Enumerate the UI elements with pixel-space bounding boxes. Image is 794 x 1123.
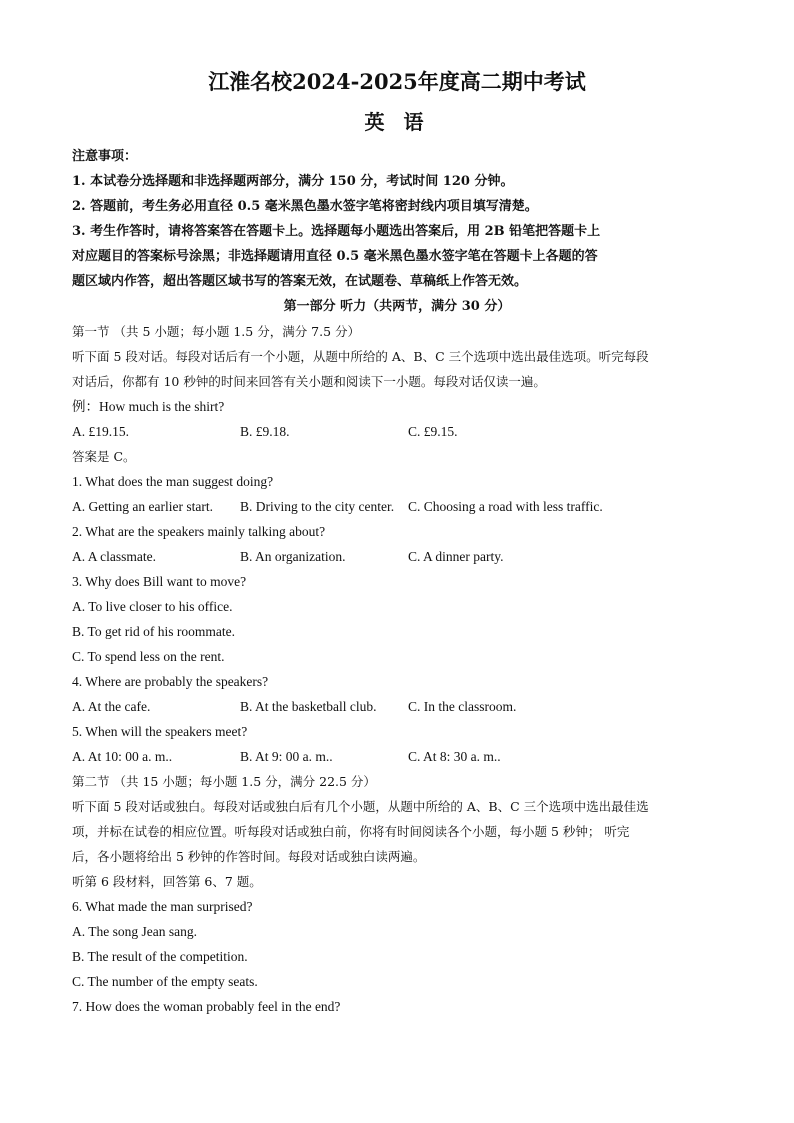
question-1: 1. What does the man suggest doing? (72, 474, 274, 489)
section2-instruction-line-1: 听下面 5 段对话或独白。每段对话或独白后有几个小题，从题中所给的 A、B、C 三个选项中选出最佳选 (72, 799, 649, 814)
q1-option-a: A. Getting an earlier start. (72, 499, 213, 514)
example-option-a: A. £19.15. (72, 424, 129, 439)
example-answer: 答案是 C。 (72, 449, 136, 464)
notice-item-3-line-3: 题区域内作答，超出答题区域书写的答案无效，在试题卷、草稿纸上作答无效。 (72, 274, 528, 289)
section2-heading: 第二节 （共 15 小题；每小题 1.5 分，满分 22.5 分） (72, 774, 376, 789)
question-2: 2. What are the speakers mainly talking about? (72, 524, 326, 539)
section2-instruction-line-2: 项，并标在试卷的相应位置。听每段对话或独白前，你将有时间阅读各个小题，每小题 5 秒钟； 听完 (72, 824, 630, 839)
q3-option-c: C. To spend less on the rent. (72, 649, 225, 664)
notice-item-1: 1. 本试卷分选择题和非选择题两部分，满分 150 分，考试时间 120 分钟。 (72, 174, 514, 189)
example-question: 例：How much is the shirt? (72, 399, 225, 414)
question-4-options (72, 694, 722, 719)
section1-heading: 第一节 （共 5 小题；每小题 1.5 分，满分 7.5 分） (72, 324, 361, 339)
part1-heading: 第一部分 听力（共两节，满分 30 分） (283, 299, 511, 314)
exam-page (72, 64, 722, 1019)
q2-option-c: C. A dinner party. (408, 549, 504, 564)
notice-heading: 注意事项： (72, 149, 138, 164)
q6-option-a: A. The song Jean sang. (72, 924, 197, 939)
section1-instruction-line-1: 听下面 5 段对话。每段对话后有一个小题，从题中所给的 A、B、C 三个选项中选出最佳选项。听完每段 (72, 349, 649, 364)
q1-option-b: B. Driving to the city center. (240, 499, 395, 514)
q5-option-a: A. At 10: 00 a. m.. (72, 749, 173, 764)
example-option-c: C. £9.15. (408, 424, 458, 439)
question-6: 6. What made the man surprised? (72, 899, 253, 914)
question-2-options (72, 544, 722, 569)
question-3: 3. Why does Bill want to move? (72, 574, 247, 589)
q2-option-b: B. An organization. (240, 549, 346, 564)
notice-item-3-line-1: 3. 考生作答时，请将答案答在答题卡上。选择题每小题选出答案后，用 2B 铅笔把答题卡上 (72, 224, 601, 239)
notice-item-2: 2. 答题前，考生务必用直径 0.5 毫米黑色墨水签字笔将密封线内项目填写清楚。 (72, 199, 538, 214)
example-options (72, 419, 722, 444)
question-4: 4. Where are probably the speakers? (72, 674, 269, 689)
q5-option-b: B. At 9: 00 a. m.. (240, 749, 333, 764)
q3-option-b: B. To get rid of his roommate. (72, 624, 236, 639)
q5-option-c: C. At 8: 30 a. m.. (408, 749, 501, 764)
question-1-options (72, 494, 722, 519)
q6-option-b: B. The result of the competition. (72, 949, 248, 964)
example-option-b: B. £9.18. (240, 424, 290, 439)
q4-option-a: A. At the cafe. (72, 699, 151, 714)
question-5-options (72, 744, 722, 769)
q3-option-a: A. To live closer to his office. (72, 599, 233, 614)
q1-option-c: C. Choosing a road with less traffic. (408, 499, 603, 514)
q4-option-b: B. At the basketball club. (240, 699, 377, 714)
q2-option-a: A. A classmate. (72, 549, 156, 564)
section2-instruction-line-3: 后，各小题将给出 5 秒钟的作答时间。每段对话或独白读两遍。 (72, 849, 426, 864)
exam-title: 江淮名校2024-2025年度高二期中考试 (208, 69, 586, 94)
q6-option-c: C. The number of the empty seats. (72, 974, 258, 989)
question-7: 7. How does the woman probably feel in the end? (72, 999, 341, 1014)
notice-item-3-line-2: 对应题目的答案标号涂黑；非选择题请用直径 0.5 毫米黑色墨水签字笔在答题卡上各题的答 (72, 249, 598, 264)
question-5: 5. When will the speakers meet? (72, 724, 248, 739)
section1-instruction-line-2: 对话后，你都有 10 秒钟的时间来回答有关小题和阅读下一小题。每段对话仅读一遍。 (72, 374, 546, 389)
material-6-note: 听第 6 段材料，回答第 6、7 题。 (72, 874, 262, 889)
q4-option-c: C. In the classroom. (408, 699, 517, 714)
subject-title: 英 语 (364, 110, 430, 134)
